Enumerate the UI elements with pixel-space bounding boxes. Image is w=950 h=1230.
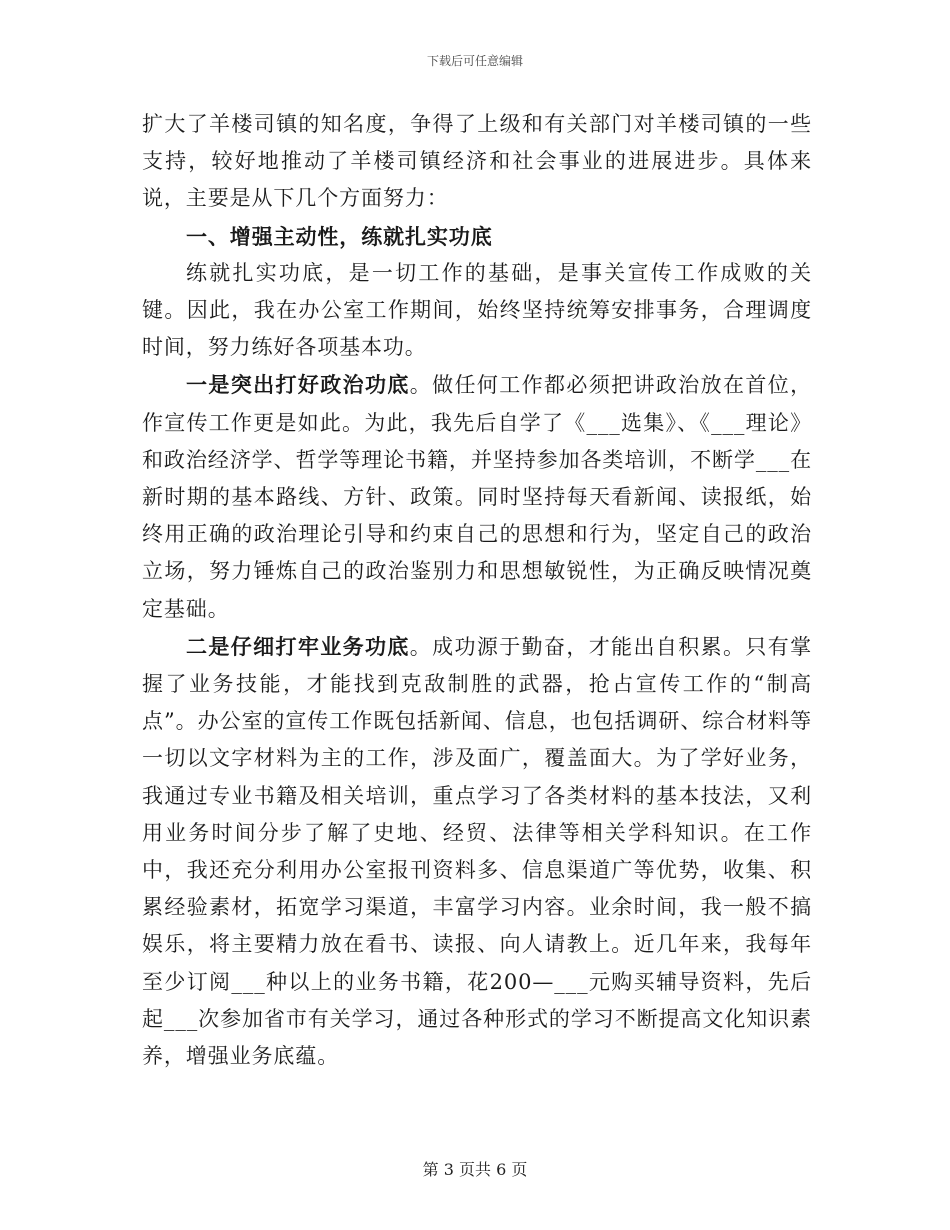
paragraph-foundation (142, 255, 812, 367)
paragraph-text: 扩大了羊楼司镇的知名度，争得了上级和有关部门对羊楼司镇的一些支持，较好地推动了羊楼司镇经济和社会事业的进展进步。具体来说，主要是从下几个方面努力： (142, 112, 812, 211)
page-footer: 第 3 页共 6 页 (422, 1160, 528, 1179)
page-header: 下载后可任意编辑 (426, 54, 523, 68)
document-body (142, 106, 812, 1075)
paragraph-lead: 一是突出打好政治功底 (186, 372, 410, 398)
paragraph-lead: 二是仔细打牢业务功底 (186, 633, 410, 659)
section-heading-text: 一、增强主动性，练就扎实功底 (186, 223, 493, 249)
paragraph-intro-continuation (142, 106, 812, 218)
paragraph-text: 。成功源于勤奋，才能出自积累。只有掌握了业务技能，才能找到克敌制胜的武器，抢占宣传工作的“制高点”。办公室的宣传工作既包括新闻、信息，也包括调研、综合材料等一切以文字材料为主的工作，涉及面广，覆盖面大。为了学好业务，我通过专业书籍及相关培训，重点学习了各类材料的基本技法，又利用业务时间分步了解了史地、经贸、法律等相关学科知识。在工作中，我还充分利用办公室报刊资料多、信息渠道广等优势，收集、积累经验素材，拓宽学习渠道，丰富学习内容。业余时间，我一般不搞娱乐，将主要精力放在看书、读报、向人请教上。近几年来，我每年至少订阅___种以上的业务书籍，花200—___元购买辅导资料，先后起___次参加省市有关学习，通过各种形式的学习不断提高文化知识素养，增强业务底蕴。 (142, 634, 813, 1069)
paragraph-political-foundation (142, 366, 812, 627)
paragraph-text: 。做任何工作都必须把讲政治放在首位，作宣传工作更是如此。为此，我先后自学了《___选集》、《___理论》和政治经济学、哲学等理论书籍，并坚持参加各类培训，不断学___在新时期的基本路线、方针、政策。同时坚持每天看新闻、读报纸，始终用正确的政治理论引导和约束自己的思想和行为，坚定自己的政治立场，努力锤炼自己的政治鉴别力和思想敏锐性，为正确反映情况奠定基础。 (142, 373, 813, 621)
paragraph-business-foundation (142, 628, 812, 1075)
section-heading (142, 218, 812, 255)
paragraph-text: 练就扎实功底，是一切工作的基础，是事关宣传工作成败的关键。因此，我在办公室工作期间，始终坚持统筹安排事务，合理调度时间，努力练好各项基本功。 (142, 260, 812, 360)
